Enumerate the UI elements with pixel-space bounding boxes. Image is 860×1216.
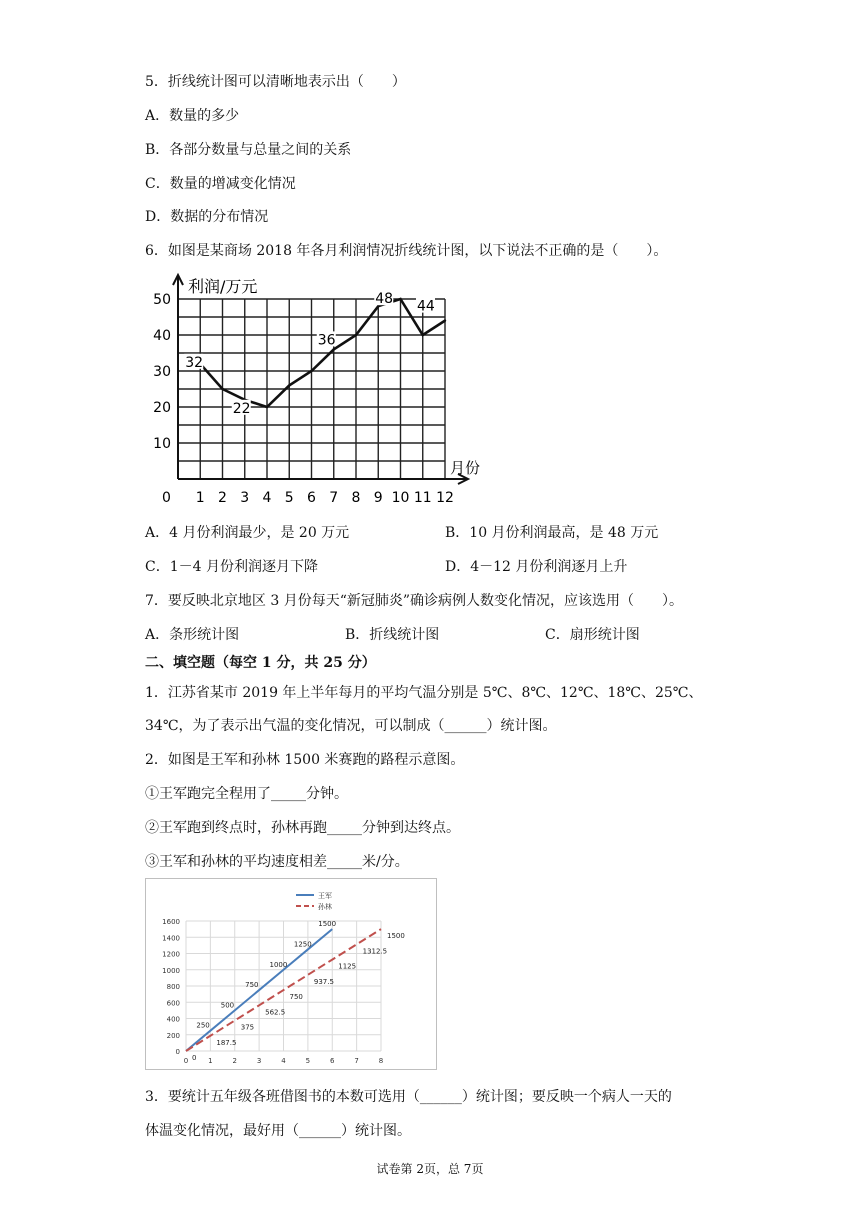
legend-label: 王军 [318,892,332,900]
profit-point [422,334,424,336]
y-tick-label: 600 [166,999,180,1008]
x-tick-label: 11 [413,490,432,506]
data-label: 48 [375,291,394,308]
data-label: 1000 [269,960,288,969]
data-label: 750 [245,981,259,990]
data-label: 187.5 [216,1038,237,1047]
fill2-q3: ③王军和孙林的平均速度相差_____米/分。 [145,854,409,870]
q7-option-b[interactable]: B．折线统计图 [345,627,440,643]
x-tick-label: 2 [218,490,227,506]
data-label: 375 [240,1023,255,1032]
data-label: 562.5 [265,1008,286,1017]
x-tick-label: 7 [354,1057,359,1065]
profit-point [355,334,357,336]
data-label: 36 [317,332,336,349]
profit-point [399,298,401,300]
q5-option-d[interactable]: D．数据的分布情况 [145,209,269,225]
x-tick-label: 4 [281,1057,286,1065]
y-tick-label: 50 [153,292,171,308]
page-footer: 试卷第 2页，总 7页 [376,1162,484,1176]
data-label: 1125 [338,962,357,971]
profit-point [444,319,446,321]
y-tick-label: 1200 [162,950,180,959]
x-tick-label: 6 [307,490,316,506]
fill1-line1: 1．江苏省某市 2019 年上半年每月的平均气温分别是 5℃、8℃、12℃、18℃、25℃、 [145,685,703,701]
q5-option-c[interactable]: C．数量的增减变化情况 [145,176,296,192]
q7-option-c[interactable]: C．扇形统计图 [545,627,640,643]
data-label: 250 [196,1021,210,1030]
x-tick-label: 4 [262,490,272,506]
q5-option-a[interactable]: A．数量的多少 [145,108,240,124]
y-tick-label: 10 [153,436,171,452]
profit-point [288,384,290,386]
data-label: 1500 [387,932,405,941]
profit-point [266,406,268,408]
y-tick-label: 200 [166,1031,180,1040]
data-label: 0 [192,1054,197,1062]
q7-stem: 7．要反映北京地区 3 月份每天“新冠肺炎”确诊病例人数变化情况，应该选用（ ）。 [145,593,684,609]
data-label: 1250 [293,940,312,949]
q6-option-c[interactable]: C．1－4 月份利润逐月下降 [145,559,318,575]
x-tick-label: 3 [240,490,250,506]
y-tick-label: 1400 [162,934,180,943]
q6-stem: 6．如图是某商场 2018 年各月利润情况折线统计图，以下说法不正确的是（ ）。 [145,243,668,259]
x-tick-label: 2 [232,1057,237,1065]
data-label: 500 [220,1001,235,1010]
fill3-line1: 3．要统计五年级各班借图书的本数可选用（______）统计图；要反映一个病人一天的 [145,1089,672,1105]
data-label: 22 [232,400,251,417]
fill2-stem: 2．如图是王军和孙林 1500 米赛跑的路程示意图。 [145,752,465,768]
x-tick-label: 9 [373,490,383,506]
data-label: 32 [185,354,204,371]
origin-label: 0 [162,490,171,506]
data-label: 750 [289,993,303,1002]
race-line-chart [145,878,437,1070]
x-tick-label: 8 [378,1057,384,1065]
x-tick-label: 7 [329,490,339,506]
profit-point [310,370,312,372]
x-tick-label: 5 [284,490,294,506]
x-tick-label: 1 [195,490,205,506]
y-axis-label: 利润/万元 [188,277,258,296]
x-tick-label: 8 [351,490,361,506]
q6-option-a[interactable]: A．4 月份利润最少，是 20 万元 [145,525,350,541]
data-label: 1312.5 [362,947,388,956]
q5-stem: 5．折线统计图可以清晰地表示出（ ） [145,74,406,90]
section-title: 二、填空题（每空 1 分，共 25 分） [145,655,376,671]
y-tick-label: 1000 [162,966,180,975]
y-tick-label: 0 [175,1048,180,1056]
y-tick-label: 400 [166,1015,180,1024]
profit-line-chart [150,270,481,510]
data-label: 937.5 [313,977,334,986]
y-tick-label: 1600 [162,918,180,926]
q5-option-b[interactable]: B．各部分数量与总量之间的关系 [145,142,352,158]
q6-option-d[interactable]: D．4－12 月份利润逐月上升 [445,559,628,575]
x-tick-label: 6 [330,1057,335,1065]
q7-option-a[interactable]: A．条形统计图 [145,627,240,643]
x-tick-label: 1 [208,1057,213,1065]
profit-point [221,388,223,390]
y-tick-label: 30 [153,364,171,380]
x-axis-label: 月份 [450,459,481,477]
fill2-q2: ②王军跑到终点时，孙林再跑_____分钟到达终点。 [145,820,460,836]
legend-label: 孙林 [318,903,332,911]
y-tick-label: 20 [153,400,171,416]
y-tick-label: 800 [166,983,180,991]
x-tick-label: 3 [256,1057,262,1065]
x-tick-label: 12 [436,490,454,506]
x-tick-label: 5 [305,1057,311,1065]
q6-option-b[interactable]: B．10 月份利润最高，是 48 万元 [445,525,659,541]
data-label: 1500 [318,920,337,929]
fill3-line2: 体温变化情况，最好用（______）统计图。 [145,1123,411,1139]
x-tick-label: 0 [183,1057,189,1065]
profit-point [333,348,335,350]
x-tick-label: 10 [391,490,410,506]
data-label: 44 [417,298,435,315]
y-tick-label: 40 [153,328,171,344]
fill1-line2: 34℃，为了表示出气温的变化情况，可以制成（______）统计图。 [145,718,557,734]
fill2-q1: ①王军跑完全程用了_____分钟。 [145,786,348,802]
